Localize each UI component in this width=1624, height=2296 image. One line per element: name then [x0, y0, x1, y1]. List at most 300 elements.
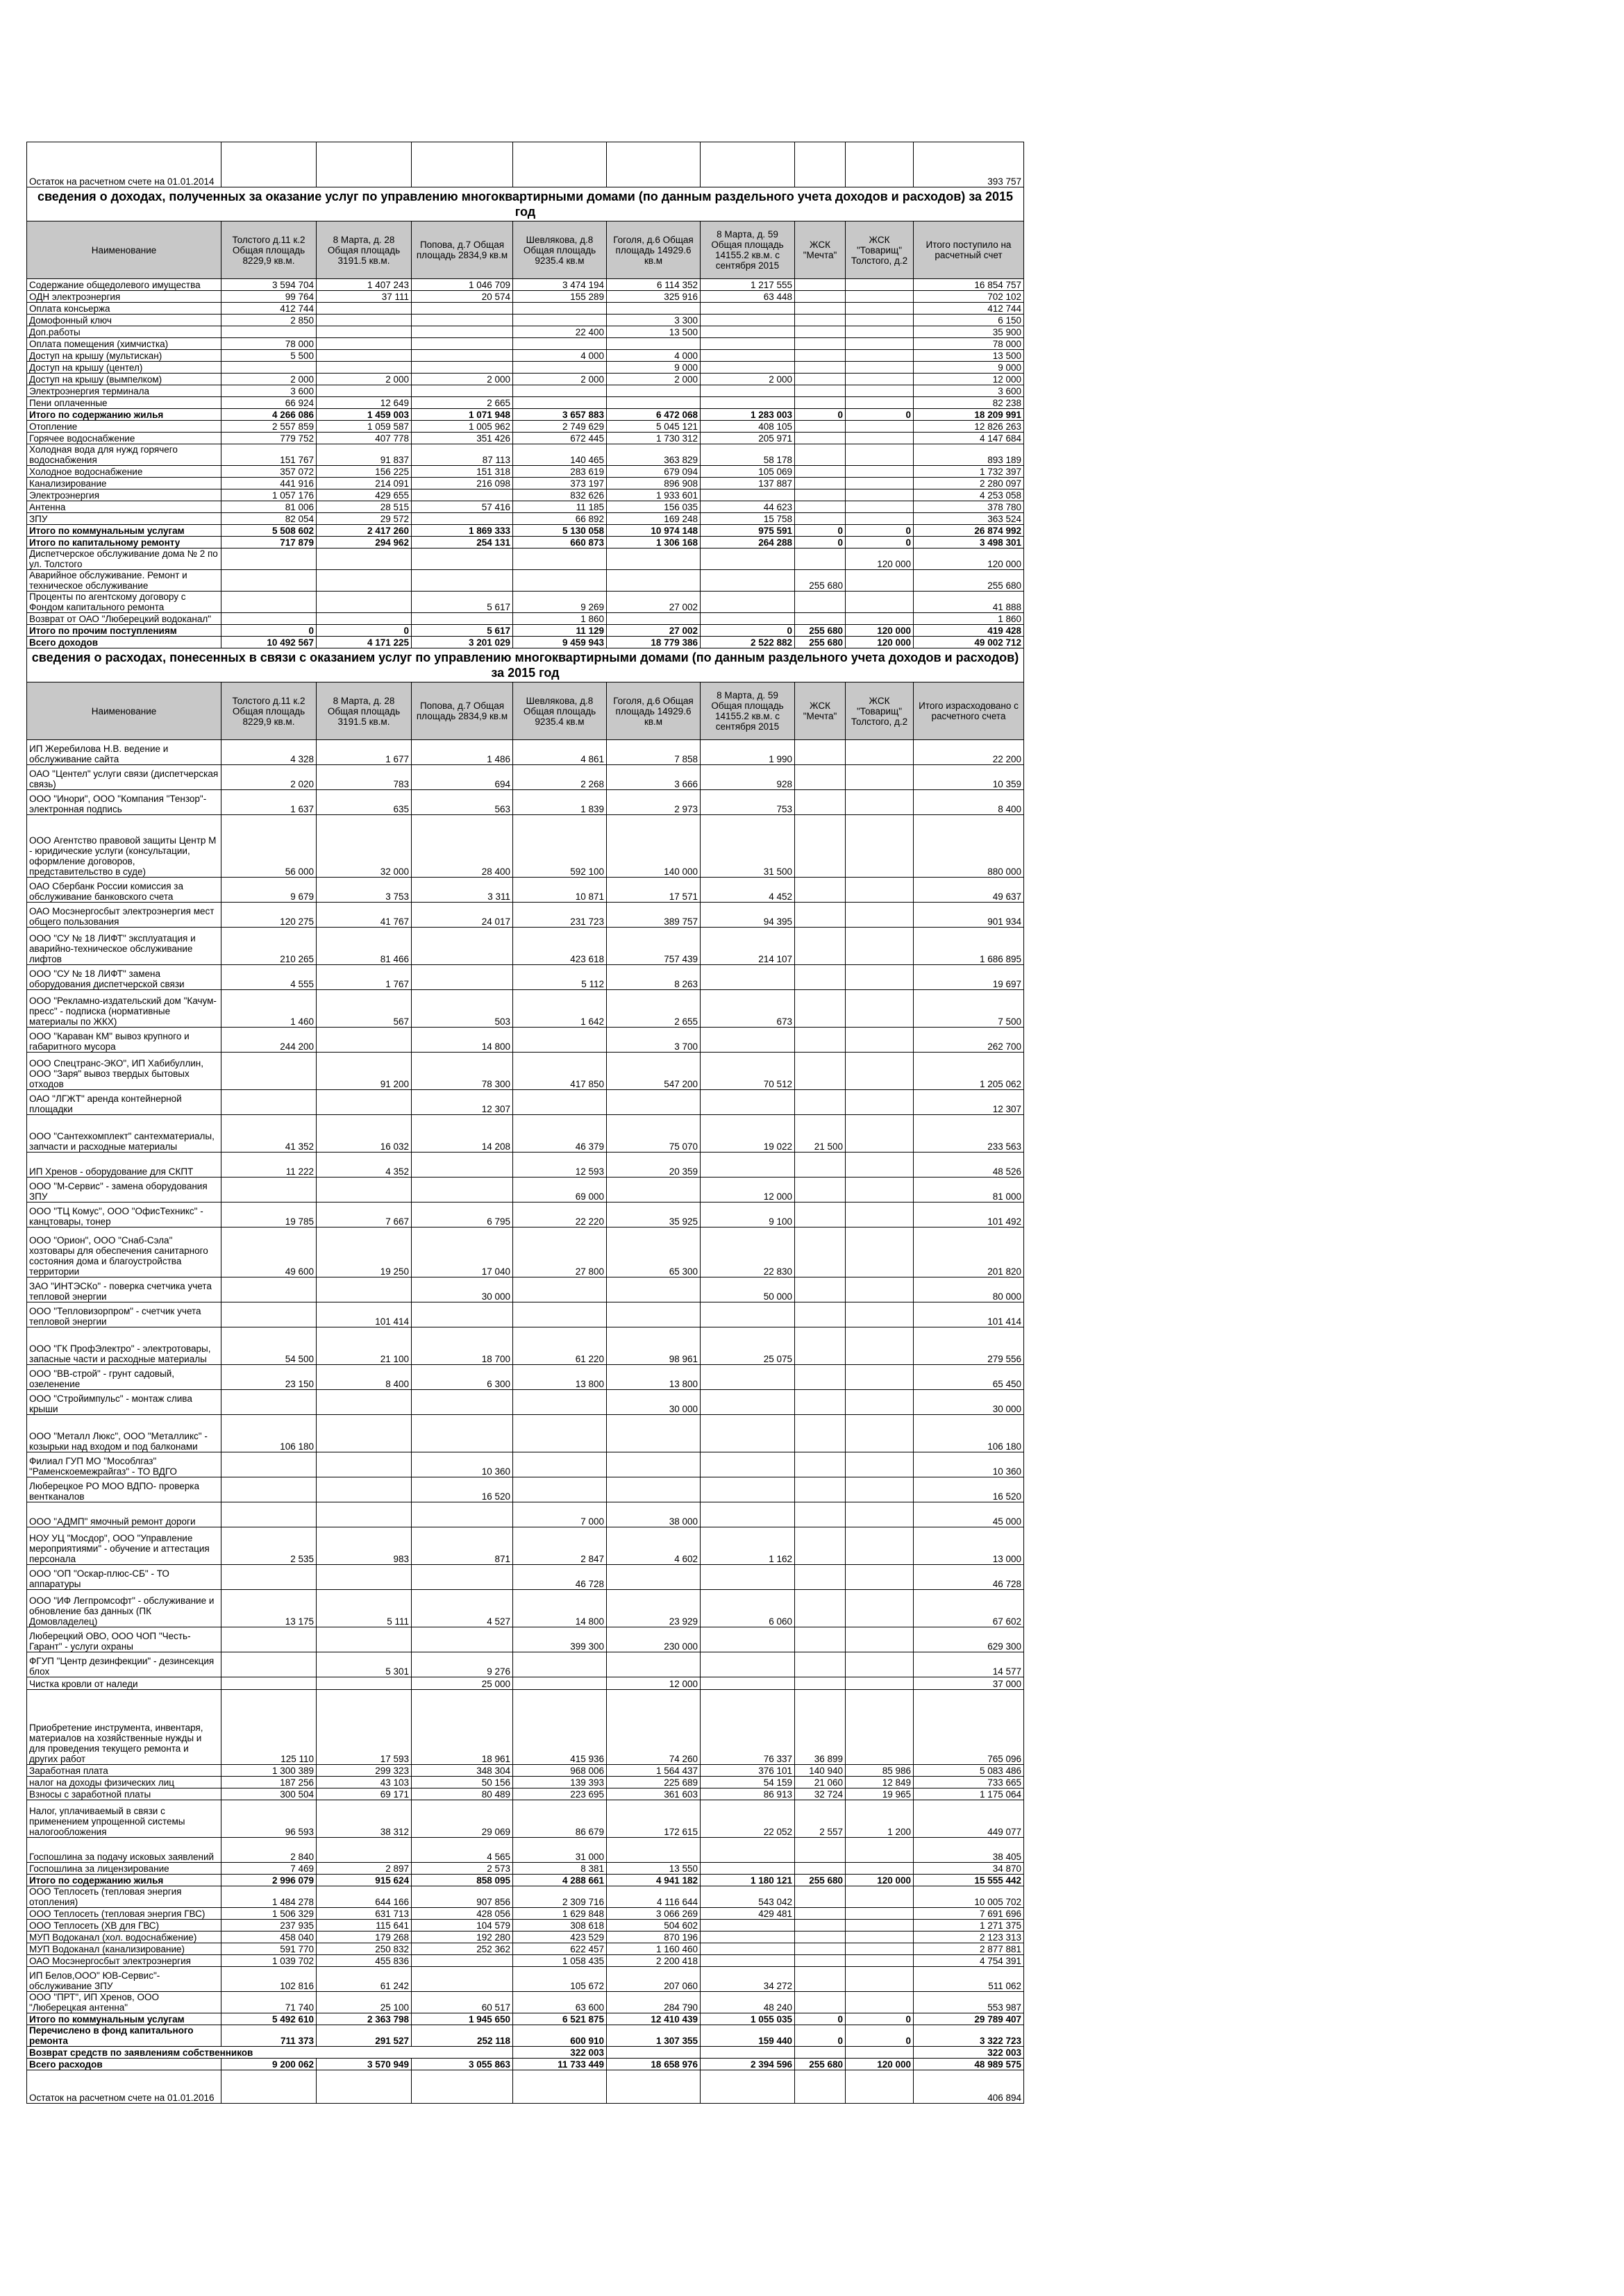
table-cell	[846, 1203, 914, 1227]
table-cell: 2 557	[795, 1800, 846, 1838]
table-cell: 1 217 555	[701, 279, 795, 291]
table-cell	[513, 2070, 607, 2104]
table-cell: 36 899	[795, 1690, 846, 1765]
table-cell: 357 072	[221, 466, 317, 478]
table-cell: 14 800	[412, 1028, 513, 1053]
table-cell	[846, 1838, 914, 1863]
table-cell: 0	[795, 409, 846, 421]
table-cell	[221, 1178, 317, 1203]
table-cell: 4 602	[607, 1527, 701, 1565]
income-row	[27, 409, 1024, 421]
table-cell	[795, 1908, 846, 1920]
table-cell: 3 700	[607, 1028, 701, 1053]
table-cell: 105 672	[513, 1967, 607, 1992]
table-cell: 1 055 035	[701, 2013, 795, 2025]
table-cell	[846, 303, 914, 315]
table-cell	[795, 326, 846, 338]
table-cell: 1 180 121	[701, 1875, 795, 1886]
table-cell: 63 600	[513, 1992, 607, 2013]
table-cell: 10 974 148	[607, 525, 701, 537]
table-cell: 115 641	[317, 1920, 412, 1932]
table-cell: 660 873	[513, 537, 607, 548]
table-cell	[607, 548, 701, 570]
table-cell: 1 300 389	[221, 1765, 317, 1777]
row-name: Доп.работы	[27, 326, 221, 338]
expenses-row	[27, 1477, 1024, 1502]
row-name: ООО "Тепловизорпром" - счетчик учета тепловой энергии	[27, 1302, 221, 1327]
table-cell	[412, 326, 513, 338]
table-cell	[221, 548, 317, 570]
table-cell: 644 166	[317, 1886, 412, 1908]
table-cell: 81 000	[914, 1178, 1024, 1203]
table-cell: 14 208	[412, 1115, 513, 1153]
table-cell	[846, 1955, 914, 1967]
table-cell	[846, 1028, 914, 1053]
table-cell: 46 728	[513, 1565, 607, 1590]
table-cell	[513, 338, 607, 350]
row-name: ИП Белов,ООО" ЮВ-Сервис"- обслуживание ЗПУ	[27, 1967, 221, 1992]
table-cell: 2 573	[412, 1863, 513, 1875]
table-cell: 2 394 596	[701, 2059, 795, 2070]
table-cell	[317, 1415, 412, 1452]
row-name: Люберецкое РО МОО ВДПО- проверка вентканалов	[27, 1477, 221, 1502]
table-cell	[846, 592, 914, 613]
table-cell: 17 571	[607, 878, 701, 903]
table-cell: 3 474 194	[513, 279, 607, 291]
table-cell	[846, 385, 914, 397]
expenses-row	[27, 2059, 1024, 2070]
table-cell	[701, 613, 795, 625]
row-name: МУП Водоканал (хол. водоснабжение)	[27, 1932, 221, 1943]
table-cell: 1 059 587	[317, 421, 412, 433]
table-cell	[846, 315, 914, 326]
table-cell	[607, 1565, 701, 1590]
table-cell	[795, 1053, 846, 1090]
table-cell	[412, 338, 513, 350]
table-cell: 12 410 439	[607, 2013, 701, 2025]
row-name: Всего доходов	[27, 637, 221, 648]
table-cell: 1 686 895	[914, 928, 1024, 965]
table-cell: 17 040	[412, 1227, 513, 1277]
row-name: Итого по содержанию жилья	[27, 409, 221, 421]
table-cell: 104 579	[412, 1920, 513, 1932]
table-cell	[701, 2047, 795, 2059]
table-cell	[412, 350, 513, 362]
table-cell: 672 445	[513, 433, 607, 444]
table-cell: 300 504	[221, 1788, 317, 1800]
table-cell	[795, 1365, 846, 1390]
table-cell	[846, 1920, 914, 1932]
table-cell	[513, 1452, 607, 1477]
table-cell	[412, 570, 513, 592]
table-cell	[795, 1153, 846, 1178]
table-cell	[846, 1943, 914, 1955]
table-cell: 22 200	[914, 740, 1024, 765]
table-cell	[795, 1863, 846, 1875]
table-cell: 567	[317, 990, 412, 1028]
table-cell: 408 105	[701, 421, 795, 433]
table-cell	[846, 326, 914, 338]
table-cell: 41 888	[914, 592, 1024, 613]
table-cell	[221, 570, 317, 592]
table-cell	[795, 338, 846, 350]
expenses-row	[27, 815, 1024, 878]
table-cell: 449 077	[914, 1800, 1024, 1838]
table-cell: 12 649	[317, 397, 412, 409]
table-cell: 417 850	[513, 1053, 607, 1090]
table-cell: 27 800	[513, 1227, 607, 1277]
table-cell	[412, 1302, 513, 1327]
table-cell	[412, 142, 513, 187]
table-cell	[795, 613, 846, 625]
column-header: Попова, д.7 Общая площадь 2834,9 кв.м	[412, 221, 513, 279]
row-name: ОАО "Центел" услуги связи (диспетчерская связь)	[27, 765, 221, 790]
table-cell: 54 500	[221, 1327, 317, 1365]
row-name: Содержание общедолевого имущества	[27, 279, 221, 291]
table-cell	[221, 1090, 317, 1115]
table-cell	[846, 928, 914, 965]
table-cell	[846, 1502, 914, 1527]
table-cell	[412, 1967, 513, 1992]
table-cell	[846, 1477, 914, 1502]
table-cell: 28 515	[317, 501, 412, 513]
table-cell	[846, 965, 914, 990]
table-cell: 1 160 460	[607, 1943, 701, 1955]
table-cell: 125 110	[221, 1690, 317, 1765]
row-name: ООО "Инори", ООО "Компания "Тензор"- электронная подпись	[27, 790, 221, 815]
expenses-row	[27, 1652, 1024, 1677]
table-cell: 6 060	[701, 1590, 795, 1627]
table-cell	[317, 326, 412, 338]
income-row	[27, 433, 1024, 444]
table-cell	[795, 1178, 846, 1203]
table-cell	[701, 2070, 795, 2104]
table-cell: 82 054	[221, 513, 317, 525]
table-cell: 3 055 863	[412, 2059, 513, 2070]
table-cell	[701, 1565, 795, 1590]
table-cell	[795, 1277, 846, 1302]
table-cell: 8 381	[513, 1863, 607, 1875]
table-cell	[846, 501, 914, 513]
table-cell: 252 362	[412, 1943, 513, 1955]
table-cell: 172 615	[607, 1800, 701, 1838]
table-cell	[221, 1053, 317, 1090]
table-cell: 6 472 068	[607, 409, 701, 421]
table-cell	[795, 385, 846, 397]
table-cell: 66 892	[513, 513, 607, 525]
table-cell: 65 450	[914, 1365, 1024, 1390]
table-cell: 2 417 260	[317, 525, 412, 537]
table-cell	[846, 1452, 914, 1477]
table-cell: 26 874 992	[914, 525, 1024, 537]
table-cell	[701, 1090, 795, 1115]
table-cell: 0	[221, 625, 317, 637]
table-cell: 50 000	[701, 1277, 795, 1302]
table-cell: 216 098	[412, 478, 513, 489]
table-cell: 255 680	[914, 570, 1024, 592]
expenses-row	[27, 2025, 1024, 2047]
table-cell	[701, 1365, 795, 1390]
row-name: ОАО Сбербанк России комиссия за обслуживание банковского счета	[27, 878, 221, 903]
table-cell	[846, 903, 914, 928]
table-cell	[846, 1863, 914, 1875]
table-cell: 1 283 003	[701, 409, 795, 421]
table-cell: 6 795	[412, 1203, 513, 1227]
table-cell: 12 000	[914, 374, 1024, 385]
income-row	[27, 548, 1024, 570]
table-cell: 22 220	[513, 1203, 607, 1227]
table-cell	[701, 1955, 795, 1967]
table-cell: 635	[317, 790, 412, 815]
table-cell	[221, 613, 317, 625]
table-cell	[317, 338, 412, 350]
table-cell: 56 000	[221, 815, 317, 878]
expenses-row	[27, 1863, 1024, 1875]
row-name: Антенна	[27, 501, 221, 513]
table-cell: 1 307 355	[607, 2025, 701, 2047]
expenses-row	[27, 878, 1024, 903]
table-cell	[846, 1527, 914, 1565]
table-cell: 2 655	[607, 990, 701, 1028]
table-cell: 1 459 003	[317, 409, 412, 421]
table-cell	[846, 291, 914, 303]
table-cell	[412, 1955, 513, 1967]
table-cell: 968 006	[513, 1765, 607, 1777]
table-cell	[701, 350, 795, 362]
table-cell	[701, 338, 795, 350]
table-cell: 49 637	[914, 878, 1024, 903]
table-cell	[795, 433, 846, 444]
table-cell: 19 697	[914, 965, 1024, 990]
table-cell: 10 871	[513, 878, 607, 903]
table-cell: 673	[701, 990, 795, 1028]
column-header: Толстого д.11 к.2 Общая площадь 8229,9 кв.м.	[221, 682, 317, 740]
table-cell	[846, 1967, 914, 1992]
table-cell: 61 242	[317, 1967, 412, 1992]
table-cell	[846, 1908, 914, 1920]
table-cell	[795, 362, 846, 374]
expenses-row	[27, 1527, 1024, 1565]
table-cell: 54 159	[701, 1777, 795, 1788]
table-cell: 1 039 702	[221, 1955, 317, 1967]
table-cell: 9 000	[607, 362, 701, 374]
income-row	[27, 513, 1024, 525]
column-header: ЖСК "Товарищ" Толстого, д.2	[846, 682, 914, 740]
table-cell: 4 147 684	[914, 433, 1024, 444]
table-cell: 15 555 442	[914, 1875, 1024, 1886]
table-cell: 78 000	[221, 338, 317, 350]
table-cell: 140 940	[795, 1765, 846, 1777]
row-name: ООО "ГК ПрофЭлектро" - электротовары, запасные части и расходные материалы	[27, 1327, 221, 1365]
table-cell: 5 500	[221, 350, 317, 362]
table-cell: 91 200	[317, 1053, 412, 1090]
table-cell: 880 000	[914, 815, 1024, 878]
table-cell: 4 527	[412, 1590, 513, 1627]
expenses-row	[27, 990, 1024, 1028]
row-name: Электроэнергия терминала	[27, 385, 221, 397]
expenses-row	[27, 1800, 1024, 1838]
table-cell	[701, 142, 795, 187]
table-cell: 3 066 269	[607, 1908, 701, 1920]
table-cell	[795, 1415, 846, 1452]
row-name: ООО "Рекламно-издательский дом "Качум-пресс" - подписка (нормативные материалы по ЖКХ)	[27, 990, 221, 1028]
table-cell	[221, 1390, 317, 1415]
table-cell: 13 800	[607, 1365, 701, 1390]
table-cell: 1 484 278	[221, 1886, 317, 1908]
table-cell: 254 131	[412, 537, 513, 548]
table-cell: 3 300	[607, 315, 701, 326]
table-cell: 5 130 058	[513, 525, 607, 537]
table-cell: 0	[795, 525, 846, 537]
row-name: Итого по содержанию жилья	[27, 1875, 221, 1886]
table-cell	[846, 1178, 914, 1203]
table-cell: 3 600	[221, 385, 317, 397]
table-cell	[701, 326, 795, 338]
table-cell: 6 114 352	[607, 279, 701, 291]
expenses-row	[27, 1677, 1024, 1690]
row-name: ООО "Стройимпульс" - монтаж слива крыши	[27, 1390, 221, 1415]
table-cell	[701, 1415, 795, 1452]
row-name: Возврат от ОАО "Люберецкий водоканал"	[27, 613, 221, 625]
row-name: Оплата консьержа	[27, 303, 221, 315]
expenses-row	[27, 1452, 1024, 1477]
table-cell: 151 318	[412, 466, 513, 478]
table-cell	[795, 1203, 846, 1227]
table-cell: 928	[701, 765, 795, 790]
table-cell: 2 000	[412, 374, 513, 385]
income-row	[27, 444, 1024, 466]
table-cell	[513, 548, 607, 570]
table-cell: 299 323	[317, 1765, 412, 1777]
table-cell: 4 754 391	[914, 1955, 1024, 1967]
table-cell: 6 150	[914, 315, 1024, 326]
table-cell: 27 002	[607, 592, 701, 613]
balance-label: Остаток на расчетном счете на 01.01.2016	[27, 2070, 221, 2104]
table-cell	[317, 1277, 412, 1302]
table-cell	[317, 570, 412, 592]
table-cell: 255 680	[795, 1875, 846, 1886]
table-cell: 389 757	[607, 903, 701, 928]
table-cell: 50 156	[412, 1777, 513, 1788]
table-cell: 348 304	[412, 1765, 513, 1777]
table-cell	[607, 1090, 701, 1115]
table-cell: 46 379	[513, 1115, 607, 1153]
table-cell	[513, 315, 607, 326]
table-cell: 91 837	[317, 444, 412, 466]
table-cell	[412, 315, 513, 326]
table-cell	[412, 1178, 513, 1203]
table-cell: 74 260	[607, 1690, 701, 1765]
table-cell	[317, 350, 412, 362]
table-cell: 20 574	[412, 291, 513, 303]
table-cell: 156 035	[607, 501, 701, 513]
table-cell: 4 171 225	[317, 637, 412, 648]
table-cell	[412, 548, 513, 570]
expenses-row	[27, 1788, 1024, 1800]
table-cell: 120 275	[221, 903, 317, 928]
table-cell: 363 829	[607, 444, 701, 466]
table-cell	[846, 466, 914, 478]
table-cell: 5 112	[513, 965, 607, 990]
table-cell: 4 941 182	[607, 1875, 701, 1886]
table-cell	[607, 385, 701, 397]
table-cell	[513, 1028, 607, 1053]
column-header: Наименование	[27, 221, 221, 279]
table-cell: 30 000	[914, 1390, 1024, 1415]
table-cell: 1 860	[914, 613, 1024, 625]
table-cell: 5 111	[317, 1590, 412, 1627]
table-cell: 832 626	[513, 489, 607, 501]
table-cell: 10 492 567	[221, 637, 317, 648]
table-cell	[221, 362, 317, 374]
table-cell: 58 178	[701, 444, 795, 466]
table-cell: 60 517	[412, 1992, 513, 2013]
table-cell: 308 618	[513, 1920, 607, 1932]
table-cell: 733 665	[914, 1777, 1024, 1788]
column-header: ЖСК "Товарищ" Толстого, д.2	[846, 221, 914, 279]
table-cell	[846, 1090, 914, 1115]
table-cell	[795, 444, 846, 466]
table-cell: 214 091	[317, 478, 412, 489]
table-cell	[701, 1838, 795, 1863]
row-name: Заработная плата	[27, 1765, 221, 1777]
table-cell	[701, 1627, 795, 1652]
expenses-row	[27, 740, 1024, 765]
table-cell: 210 265	[221, 928, 317, 965]
table-cell	[317, 1565, 412, 1590]
table-cell: 1 046 709	[412, 279, 513, 291]
table-cell	[846, 1565, 914, 1590]
table-cell: 49 600	[221, 1227, 317, 1277]
row-name: Итого по коммунальным услугам	[27, 525, 221, 537]
table-cell	[221, 1477, 317, 1502]
expenses-row	[27, 1277, 1024, 1302]
table-cell: 3 322 723	[914, 2025, 1024, 2047]
column-header: 8 Марта, д. 28 Общая площадь 3191.5 кв.м.	[317, 682, 412, 740]
table-cell: 8 400	[317, 1365, 412, 1390]
table-cell: 679 094	[607, 466, 701, 478]
table-cell: 41 352	[221, 1115, 317, 1153]
table-cell	[701, 385, 795, 397]
table-cell: 711 373	[221, 2025, 317, 2047]
table-cell	[795, 2070, 846, 2104]
column-header: Гоголя, д.6 Общая площадь 14929.6 кв.м	[607, 221, 701, 279]
table-cell	[412, 385, 513, 397]
table-cell: 120 000	[846, 625, 914, 637]
table-cell: 12 307	[412, 1090, 513, 1115]
table-cell: 27 002	[607, 625, 701, 637]
table-cell: 102 816	[221, 1967, 317, 1992]
table-cell: 2 749 629	[513, 421, 607, 433]
table-cell: 48 526	[914, 1153, 1024, 1178]
table-cell	[513, 1302, 607, 1327]
table-cell: 80 000	[914, 1277, 1024, 1302]
table-cell: 187 256	[221, 1777, 317, 1788]
table-cell	[846, 1690, 914, 1765]
table-cell: 231 723	[513, 903, 607, 928]
table-cell: 419 428	[914, 625, 1024, 637]
table-cell: 7 858	[607, 740, 701, 765]
table-cell	[607, 1838, 701, 1863]
table-cell: 511 062	[914, 1967, 1024, 1992]
table-cell	[846, 2070, 914, 2104]
table-cell: 17 593	[317, 1690, 412, 1765]
row-name: Горячее водоснабжение	[27, 433, 221, 444]
table-cell: 13 500	[914, 350, 1024, 362]
table-cell: 1 306 168	[607, 537, 701, 548]
table-cell: 9 679	[221, 878, 317, 903]
table-cell: 120 000	[846, 548, 914, 570]
